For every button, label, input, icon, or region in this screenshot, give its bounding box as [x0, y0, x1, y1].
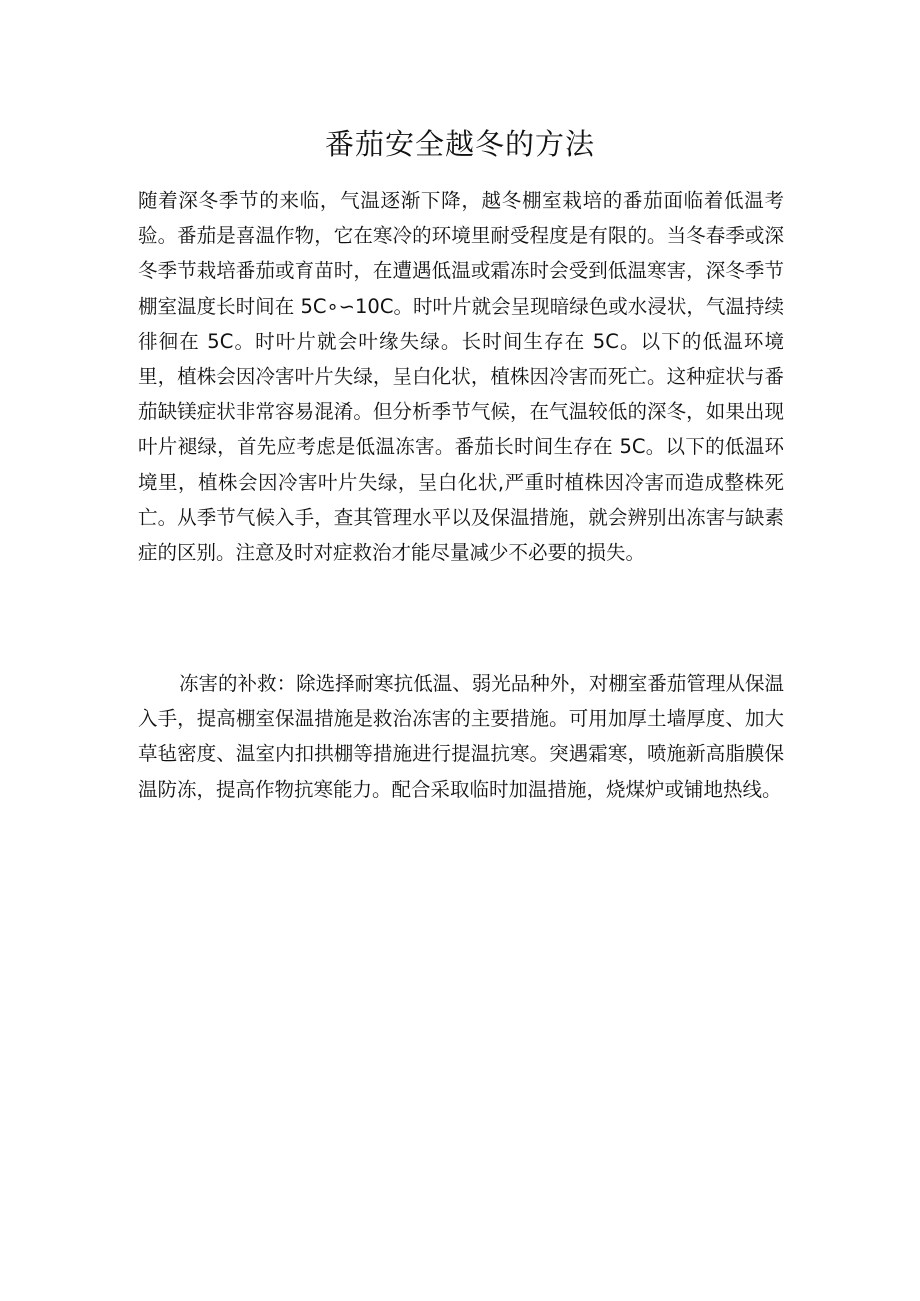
paragraph-remedy: 冻害的补救：除选择耐寒抗低温、弱光品种外，对棚室番茄管理从保温入手，提高棚室保温措施是救治冻害的主要措施。可用加厚土墙厚度、加大草毡密度、温室内扣拱棚等措施进行提温抗寒。突遇霜寒，喷施新高脂膜保温防冻，提高作物抗寒能力。配合采取临时加温措施，烧煤炉或铺地热线。 [138, 672, 784, 801]
document-title: 番茄安全越冬的方法 [324, 127, 595, 161]
paragraph-symptoms: 随着深冬季节的来临，气温逐渐下降，越冬棚室栽培的番茄面临着低温考验。番茄是喜温作物，它在寒冷的环境里耐受程度是有限的。当冬春季或深冬季节栽培番茄或育苗时，在遭遇低温或霜冻时会受到低温寒害，深冬季节棚室温度长时间在 5C∘∽10C。时叶片就会呈现暗绿色或水浸状，气温持续徘徊在 5C。时叶片就会叶缘失绿。长时间生存在 5C。以下的低温环境里，植株会因冷害叶片失绿，呈白化状，植株因冷害而死亡。这种症状与番茄缺镁症状非常容易混淆。但分析季节气候，在气温较低的深冬，如果出现叶片褪绿，首先应考虑是低温冻害。番茄长时间生存在 5C。以下的低温环境里，植株会因冷害叶片失绿，呈白化状,严重时植株因冷害而造成整株死亡。从季节气候入手，查其管理水平以及保温措施，就会辨别出冻害与缺素症的区别。注意及时对症救治才能尽量减少不必要的损失。 [138, 189, 784, 565]
